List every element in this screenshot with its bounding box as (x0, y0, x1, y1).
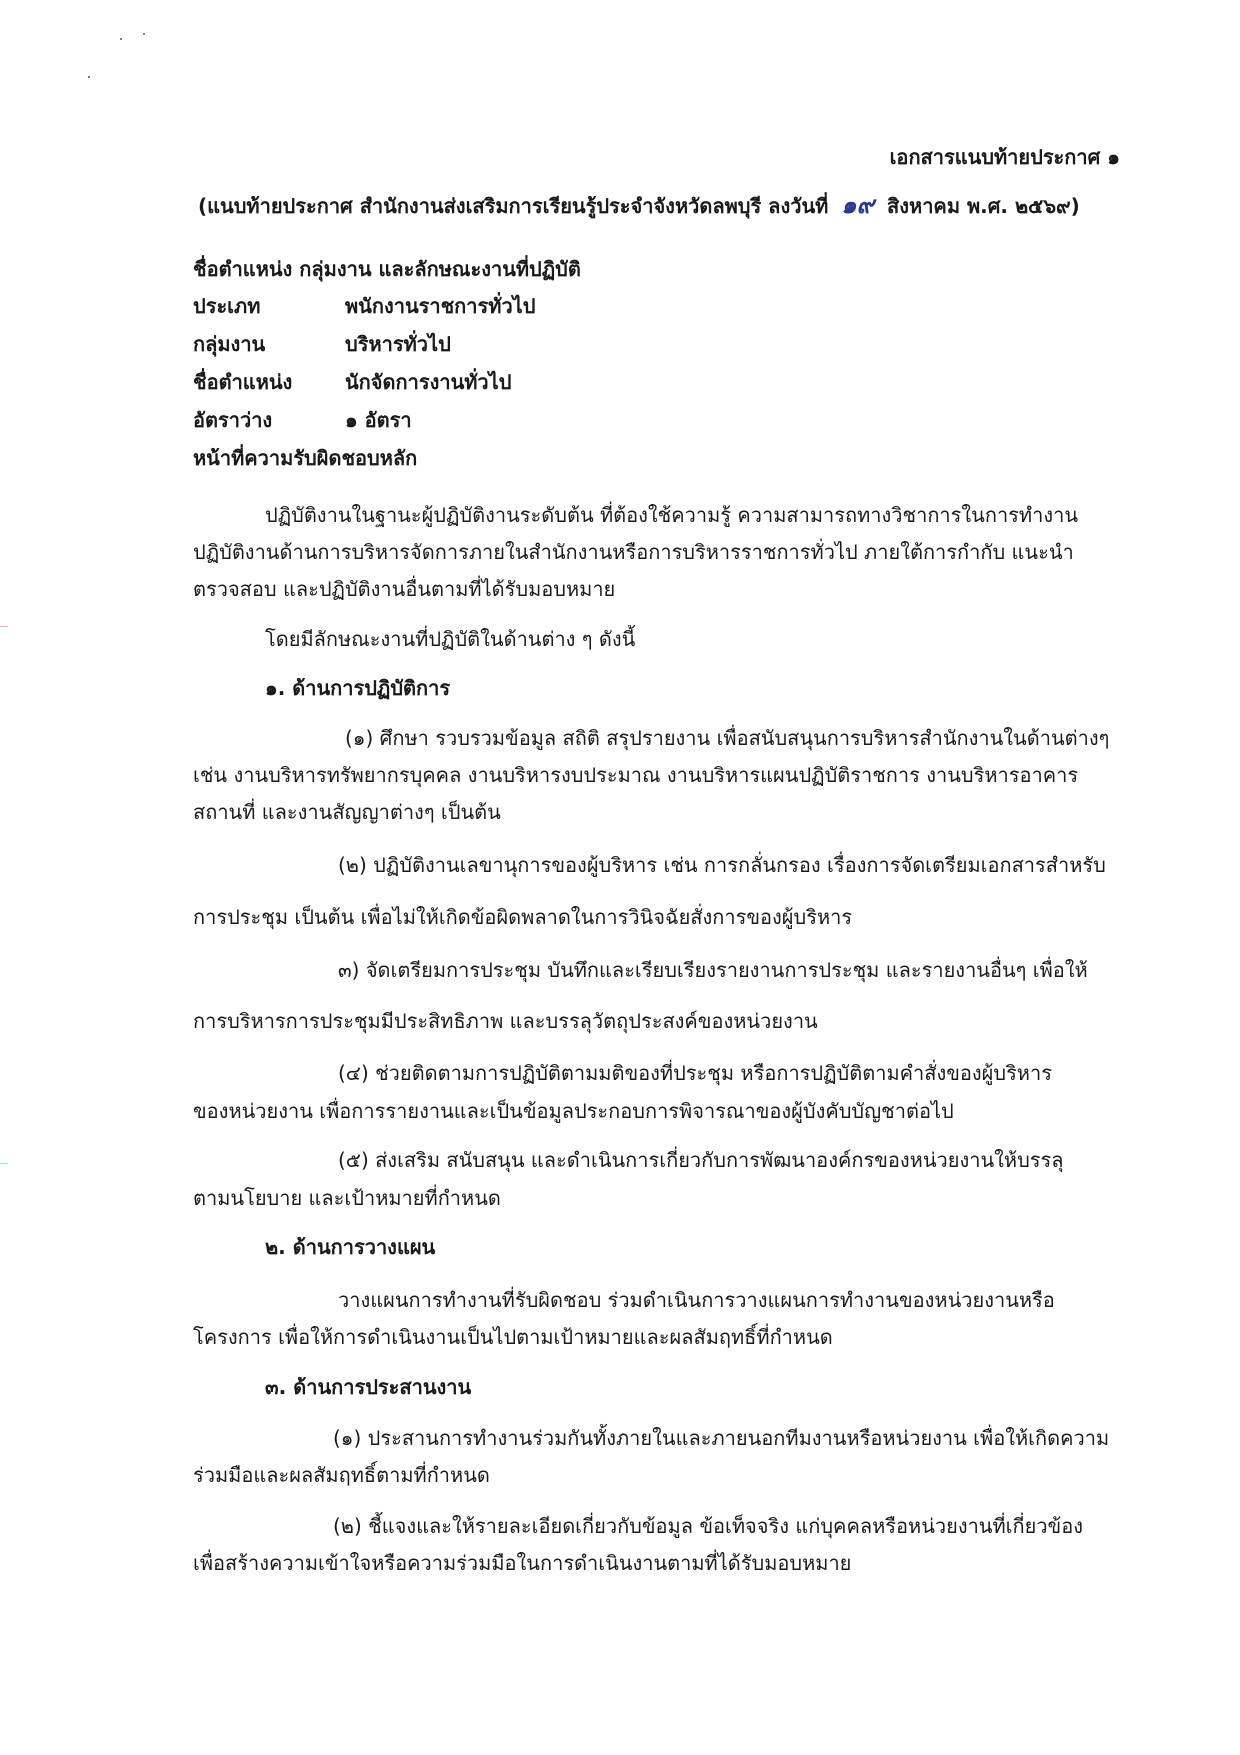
field-label-vacancy: อัตราว่าง (193, 408, 273, 432)
duty-item: ร่วมมือและผลสัมฤทธิ์ตามที่กำหนด (193, 1463, 490, 1487)
field-label-position: ชื่อตำแหน่ง (193, 370, 293, 394)
field-value-group: บริหารทั่วไป (345, 332, 451, 356)
section-title: ชื่อตำแหน่ง กลุ่มงาน และลักษณะงานที่ปฏิบัติ (193, 257, 581, 281)
field-label-type: ประเภท (193, 294, 261, 318)
scan-edge-mark (0, 1163, 8, 1164)
duties-heading: หน้าที่ความรับผิดชอบหลัก (193, 446, 418, 470)
duty-item: (๒) ปฏิบัติงานเลขานุการของผู้บริหาร เช่น การกลั่นกรอง เรื่องการจัดเตรียมเอกสารสำหรับ (338, 853, 1106, 877)
duty-item: ๓) จัดเตรียมการประชุม บันทึกและเรียบเรียงรายงานการประชุม และรายงานอื่นๆ เพื่อให้ (338, 958, 1088, 982)
duty-item: (๕) ส่งเสริม สนับสนุน และดำเนินการเกี่ยวกับการพัฒนาองค์กรของหน่วยงานให้บรรลุ (338, 1148, 1064, 1172)
field-label-group: กลุ่มงาน (193, 332, 266, 356)
planning-line: โครงการ เพื่อให้การดำเนินงานเป็นไปตามเป้าหมายและผลสัมฤทธิ์ที่กำหนด (193, 1325, 833, 1349)
duty-item: (๒) ชี้แจงและให้รายละเอียดเกี่ยวกับข้อมูล ข้อเท็จจริง แก่บุคคลหรือหน่วยงานที่เกี่ยวข้อง (333, 1514, 1084, 1538)
scan-edge-mark (0, 626, 8, 627)
scan-speck (88, 76, 90, 78)
planning-line: วางแผนการทำงานที่รับผิดชอบ ร่วมดำเนินการวางแผนการทำงานของหน่วยงานหรือ (338, 1288, 1055, 1312)
field-value-type: พนักงานราชการทั่วไป (345, 294, 536, 318)
duty-item: เพื่อสร้างความเข้าใจหรือความร่วมมือในการดำเนินงานตามที่ได้รับมอบหมาย (193, 1551, 852, 1575)
duty-item: (๑) ศึกษา รวบรวมข้อมูล สถิติ สรุปรายงาน เพื่อสนับสนุนการบริหารสำนักงานในด้านต่างๆ (345, 726, 1110, 750)
intro-line: ตรวจสอบ และปฏิบัติงานอื่นตามที่ได้รับมอบหมาย (193, 577, 616, 601)
scan-speck (120, 38, 122, 40)
duty-item: เช่น งานบริหารทรัพยากรบุคคล งานบริหารงบประมาณ งานบริหารแผนปฏิบัติราชการ งานบริหารอาคาร (193, 763, 1079, 787)
intro-line: ปฏิบัติงานด้านการบริหารจัดการภายในสำนักงานหรือการบริหารราชการทั่วไป ภายใต้การกำกับ แนะนำ (193, 540, 1074, 564)
reference-prefix: (แนบท้ายประกาศ สำนักงานส่งเสริมการเรียนรู้ประจำจังหวัดลพบุรี ลงวันที่ (198, 194, 829, 218)
scan-speck (143, 33, 145, 35)
duty-item: สถานที่ และงานสัญญาต่างๆ เป็นต้น (193, 800, 501, 824)
duty-item: การประชุม เป็นต้น เพื่อไม่ให้เกิดข้อผิดพลาดในการวินิจฉัยสั่งการของผู้บริหาร (193, 905, 853, 929)
attachment-label: เอกสารแนบท้ายประกาศ ๑ (889, 145, 1120, 169)
lead-in: โดยมีลักษณะงานที่ปฏิบัติในด้านต่าง ๆ ดังนี้ (265, 627, 636, 651)
section-heading-operations: ๑. ด้านการปฏิบัติการ (265, 676, 451, 700)
reference-suffix: สิงหาคม พ.ศ. ๒๕๖๙) (887, 194, 1080, 218)
announcement-reference (198, 190, 1080, 221)
field-value-position: นักจัดการงานทั่วไป (345, 370, 512, 394)
duty-item: ตามนโยบาย และเป้าหมายที่กำหนด (193, 1186, 501, 1210)
field-value-vacancy: ๑ อัตรา (345, 408, 412, 432)
duty-item: การบริหารการประชุมมีประสิทธิภาพ และบรรลุวัตถุประสงค์ของหน่วยงาน (193, 1009, 818, 1033)
intro-line: ปฏิบัติงานในฐานะผู้ปฏิบัติงานระดับต้น ที่ต้องใช้ความรู้ ความสามารถทางวิชาการในการทำงาน (265, 503, 1079, 527)
section-heading-coordination: ๓. ด้านการประสานงาน (265, 1375, 472, 1399)
section-heading-planning: ๒. ด้านการวางแผน (265, 1235, 436, 1259)
duty-item: ของหน่วยงาน เพื่อการรายงานและเป็นข้อมูลประกอบการพิจารณาของผู้บังคับบัญชาต่อไป (193, 1099, 954, 1123)
duty-item: (๑) ประสานการทำงานร่วมกันทั้งภายในและภายนอกทีมงานหรือหน่วยงาน เพื่อให้เกิดความ (333, 1426, 1110, 1450)
reference-day-handwritten: ๑๙ (841, 190, 875, 219)
duty-item: (๔) ช่วยติดตามการปฏิบัติตามมติของที่ประชุม หรือการปฏิบัติตามคำสั่งของผู้บริหาร (338, 1061, 1052, 1085)
